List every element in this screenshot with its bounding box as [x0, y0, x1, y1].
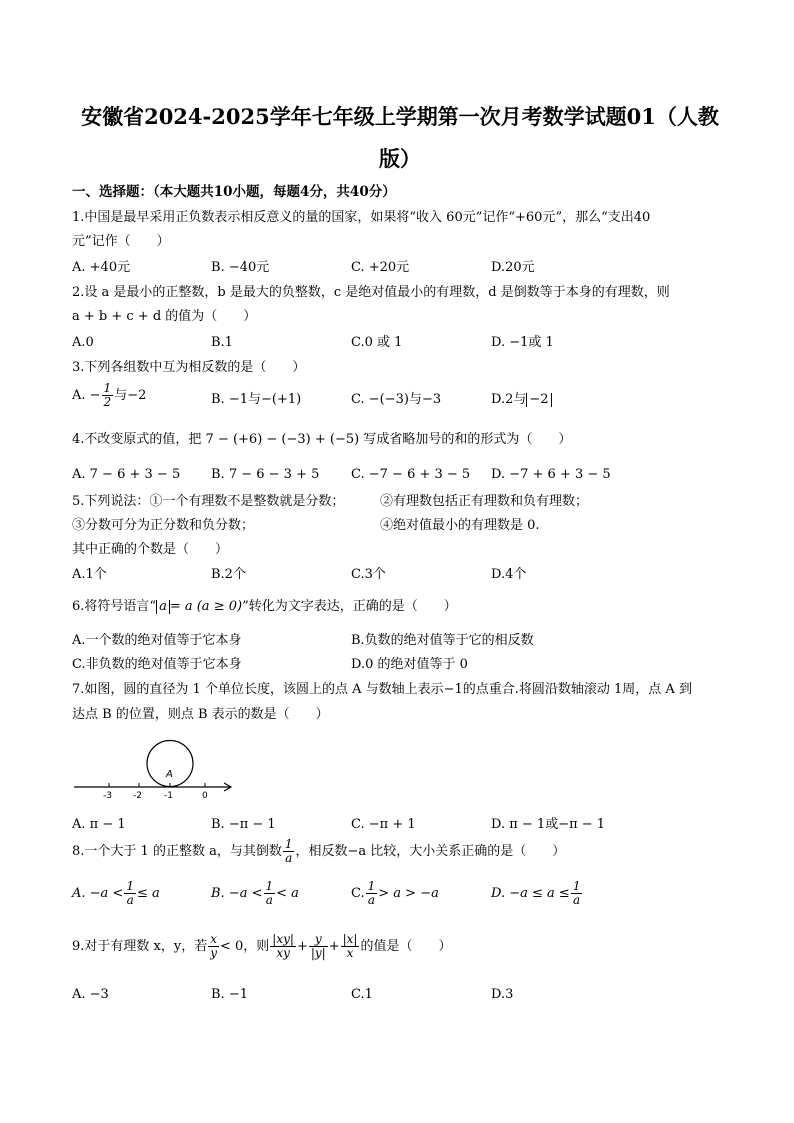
q3-option-c: C. −(−3)与−3 — [351, 392, 442, 407]
q1-option-a: A. +40元 — [72, 260, 131, 275]
q3-a-prefix: A. − — [72, 388, 101, 403]
tick-label: -3 — [103, 791, 112, 801]
q8-reciprocal-fraction: $\frac{1}{a}$ — [284, 837, 293, 865]
q3-option-d — [491, 391, 552, 409]
exam-title-line1: 安徽省2024-2025学年七年级上学期第一次月考数学试题01（人教 — [81, 104, 719, 129]
q9-fraction-absxy: $\frac{|xy|}{xy}$ — [272, 932, 294, 960]
tick-label: 0 — [202, 791, 208, 801]
q4-option-a: A. 7 − 6 + 3 − 5 — [72, 467, 181, 482]
q9-option-d: D.3 — [491, 987, 514, 1002]
exam-title-line2: 版） — [379, 146, 421, 171]
q8-option-c: C. $\frac{1}{a}$ > a > −a — [351, 879, 439, 907]
q5-option-a: A.1个 — [72, 567, 107, 582]
q9-condition: < 0，则 — [220, 939, 270, 954]
q5-option-b: B.2个 — [211, 567, 246, 582]
q9-prefix: 9.对于有理数 x，y，若 — [72, 939, 208, 954]
q1-option-c: C. +20元 — [351, 260, 410, 275]
q9-stem: 9.对于有理数 x，y，若 $\frac{x}{y}$ < 0，则 $\frac{|xy|}{xy}$ + $\frac{y}{|y|}$ + $\frac{|x|}{x}$ 的值是（ ） — [72, 932, 452, 960]
q6-option-b: B.负数的绝对值等于它的相反数 — [351, 633, 534, 648]
q6-option-a: A.一个数的绝对值等于它本身 — [72, 633, 242, 648]
q7-stem-line2: 达点 B 的位置，则点 B 表示的数是（ ） — [72, 707, 329, 722]
q6-option-d: D.0 的绝对值等于 0 — [351, 657, 468, 672]
q5-option-c: C.3个 — [351, 567, 386, 582]
q3-d-prefix: D.2与 — [491, 392, 527, 407]
q1-option-d: D.20元 — [491, 260, 535, 275]
point-a-label: A — [166, 769, 173, 780]
q9-option-b: B. −1 — [211, 987, 248, 1002]
q2-option-d: D. −1或 1 — [491, 335, 554, 350]
q7-option-d: D. π − 1或−π − 1 — [491, 817, 606, 832]
q3-option-a — [72, 382, 146, 409]
q5-statement-4: ④绝对值最小的有理数是 0. — [380, 518, 540, 533]
q8-option-a: A. −a < $\frac{1}{a}$ ≤ a — [72, 879, 160, 907]
q8-prefix: 8.一个大于 1 的正整数 a，与其倒数 — [72, 844, 282, 859]
q6-abs-a: a — [156, 600, 170, 614]
q2-option-a: A.0 — [72, 335, 94, 350]
q3-a-suffix: 与−2 — [114, 388, 147, 403]
q3-a-fraction: $\frac{1}{2}$ — [103, 381, 112, 409]
q7-stem-line1: 7.如图，圆的直径为 1 个单位长度，该圆上的点 A 与数轴上表示−1的点重合.将圆沿数轴滚动 1周，点 A 到 — [72, 682, 692, 697]
q6-stem — [72, 598, 457, 616]
q6-expression: = a (a ≥ 0) — [169, 599, 243, 614]
q9-option-a: A. −3 — [72, 987, 109, 1002]
q5-option-d: D.4个 — [491, 567, 527, 582]
q1-option-b: B. −40元 — [211, 260, 270, 275]
q5-statement-1: 5.下列说法：①一个有理数不是整数就是分数； — [72, 494, 345, 509]
q6-suffix: ”转化为文字表达，正确的是（ ） — [242, 599, 457, 614]
q4-option-d: D. −7 + 6 + 3 − 5 — [491, 467, 611, 482]
q2-stem-line1: 2.设 a 是最小的正整数，b 是最大的负整数，c 是绝对值最小的有理数，d 是倒数等于本身的有理数，则 — [72, 285, 670, 300]
q2-option-c: C.0 或 1 — [351, 335, 403, 350]
q7-option-c: C. −π + 1 — [351, 817, 416, 832]
tick-label: -1 — [164, 791, 173, 801]
q7-option-b: B. −π − 1 — [211, 817, 276, 832]
q6-prefix: 6.将符号语言“ — [72, 599, 157, 614]
q5-stem: 其中正确的个数是（ ） — [72, 542, 229, 557]
q8-suffix: ，相反数−a 比较，大小关系正确的是（ ） — [295, 844, 566, 859]
q8-option-d: D. −a ≤ a ≤ $\frac{1}{a}$ — [491, 879, 581, 907]
q3-option-b: B. −1与−(+1) — [211, 392, 302, 407]
q9-option-c: C.1 — [351, 987, 373, 1002]
q8-stem — [72, 838, 565, 865]
q2-stem-line2: a + b + c + d 的值为（ ） — [72, 309, 257, 324]
q8-a-fraction: $\frac{1}{a}$ — [126, 879, 134, 907]
q8-d-fraction: $\frac{1}{a}$ — [572, 879, 581, 907]
q5-statement-2: ②有理数包括正有理数和负有理数； — [380, 494, 589, 509]
q8-c-fraction: $\frac{1}{a}$ — [367, 879, 376, 907]
q1-stem-line2: 元”记作（ ） — [72, 234, 170, 249]
q9-fraction-x-over-y: $\frac{x}{y}$ — [210, 932, 217, 960]
q8-option-b: B. −a < $\frac{1}{a}$ < a — [211, 879, 299, 907]
q9-suffix: 的值是（ ） — [360, 939, 452, 954]
q4-stem: 4.不改变原式的值，把 7 − (+6) − (−3) + (−5) 写成省略加号的和的形式为（ ） — [72, 432, 572, 447]
q1-stem-line1: 1.中国是最早采用正负数表示相反意义的量的国家，如果将“收入 60元”记作“+60元”，那么“支出40 — [72, 210, 651, 225]
section-heading: 一、选择题：（本大题共10小题，每题4分，共40分） — [72, 184, 396, 200]
q4-option-c: C. −7 − 6 + 3 − 5 — [351, 467, 471, 482]
q3-d-abs: −2 — [526, 393, 551, 407]
q9-fraction-y: $\frac{y}{|y|}$ — [310, 932, 326, 960]
q4-option-b: B. 7 − 6 − 3 + 5 — [211, 467, 320, 482]
q7-option-a: A. π − 1 — [72, 817, 126, 832]
q3-stem: 3.下列各组数中互为相反数的是（ ） — [72, 360, 306, 375]
q5-statement-3: ③分数可分为正分数和负分数； — [72, 518, 255, 533]
q2-option-b: B.1 — [211, 335, 233, 350]
tick-label: -2 — [133, 791, 142, 801]
q8-b-fraction: $\frac{1}{a}$ — [265, 879, 274, 907]
q9-fraction-x: $\frac{|x|}{x}$ — [342, 932, 358, 960]
number-line-figure — [70, 733, 240, 803]
q6-option-c: C.非负数的绝对值等于它本身 — [72, 657, 242, 672]
